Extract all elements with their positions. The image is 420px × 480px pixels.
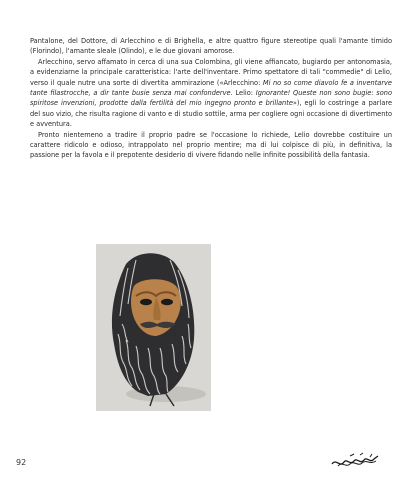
paragraph-2-text-c: »), egli lo costringe a parlare del suo vizio, che risulta ragione di vanto e di studio sottile, arma per cogliere ogni occasione di divertimento e avventura. bbox=[30, 99, 392, 129]
lelio-quote: Ignorante! Queste non sono bugie: sono spiritose invenzioni, prodotte dalla fertilità del mio ingegno pronto e brillante bbox=[30, 89, 392, 108]
body-text bbox=[30, 36, 392, 161]
paragraph-3: Pronto nientemeno a tradire il proprio padre se l'occasione lo richiede, Lelio dovrebbe costituire un carattere ridicolo e odioso, intrappolato nel proprio mentire; ma di lui colpisce di più, in definitiva, la passione per la favola e il prepotente desiderio di vivere fidando nelle infinite possibilità della fantasia. bbox=[30, 130, 392, 160]
paragraph-2-text-b: . Lelio: bbox=[230, 89, 256, 98]
bearded-leather-mask-icon bbox=[96, 244, 211, 411]
mask-photo bbox=[96, 244, 211, 411]
page-number: 92 bbox=[16, 458, 27, 467]
arlecchino-quote: Mi no so come diavolo fe a inventarve tante filastrocche, a dir tante busie senza mai confonderve bbox=[30, 78, 392, 98]
paragraph-1: Pantalone, del Dottore, di Arlecchino e di Brighella, e altre quattro figure stereotipe quali l'amante timido (Florindo), l'amante sleale (Olindo), e le due giovani amorose. bbox=[30, 37, 392, 56]
squiggle-ornament-icon bbox=[330, 452, 380, 470]
paragraph-2 bbox=[30, 57, 392, 130]
paragraph-2-text-a: Arlecchino, servo affamato in cerca di una sua Colombina, gli viene affiancato, bugiardo per antonomasia, a evidenziarne la principale caratteristica: l'arte dell'inventare. Primo spettatore di tali "commedie" di Lelio, verso il quale nutre una sorte di divertita ammirazione («Arlecchino: bbox=[30, 57, 392, 87]
